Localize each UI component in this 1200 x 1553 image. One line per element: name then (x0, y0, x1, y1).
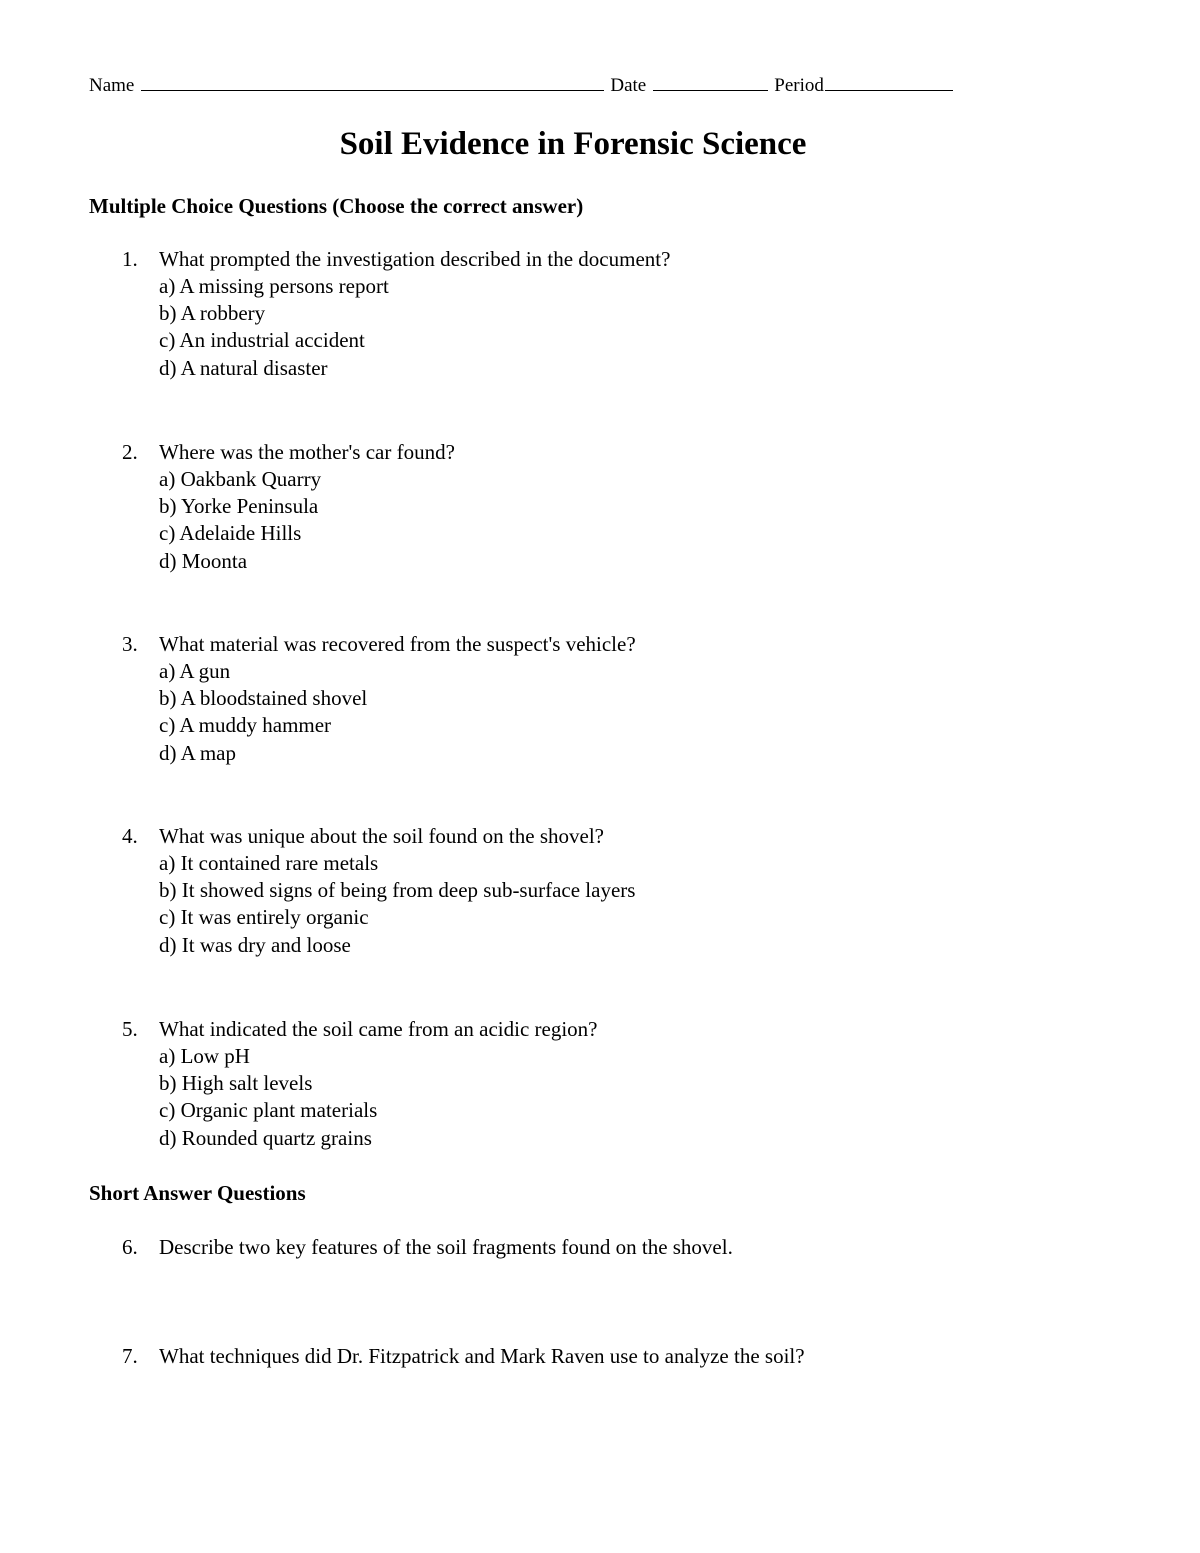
option-d[interactable]: d) Rounded quartz grains (159, 1125, 372, 1150)
question-number: 7. (122, 1344, 138, 1368)
answer-options (159, 273, 670, 382)
option-c[interactable]: c) Organic plant materials (159, 1098, 378, 1123)
question-1 (122, 246, 670, 382)
name-blank-line[interactable] (141, 72, 604, 91)
option-c[interactable]: c) It was entirely organic (159, 905, 369, 930)
answer-options (159, 658, 636, 767)
question-4 (122, 823, 635, 959)
option-c[interactable]: c) An industrial accident (159, 328, 365, 353)
date-label: Date (610, 75, 647, 96)
question-number: 1. (122, 247, 138, 271)
name-label: Name (89, 75, 135, 96)
question-number: 3. (122, 632, 138, 656)
period-blank-line[interactable] (825, 72, 953, 91)
question-3 (122, 631, 636, 767)
answer-options (159, 466, 455, 575)
option-b[interactable]: b) Yorke Peninsula (159, 494, 319, 519)
period-label: Period (774, 75, 824, 96)
answer-options (159, 850, 635, 959)
answer-options (159, 1043, 597, 1152)
question-number: 2. (122, 440, 138, 464)
option-d[interactable]: d) It was dry and loose (159, 932, 351, 957)
question-number: 4. (122, 824, 138, 848)
option-c[interactable]: c) A muddy hammer (159, 713, 332, 738)
multiple-choice-heading: Multiple Choice Questions (Choose the correct answer) (89, 194, 584, 218)
question-number: 6. (122, 1235, 138, 1259)
option-b[interactable]: b) High salt levels (159, 1071, 313, 1096)
option-a[interactable]: a) Low pH (159, 1044, 250, 1068)
option-b[interactable]: b) A robbery (159, 301, 266, 326)
date-blank-line[interactable] (653, 72, 768, 91)
option-c[interactable]: c) Adelaide Hills (159, 521, 302, 546)
option-a[interactable]: a) It contained rare metals (159, 851, 379, 875)
question-text: What indicated the soil came from an acidic region? (159, 1017, 598, 1041)
option-a[interactable]: a) A gun (159, 659, 231, 683)
question-text: What prompted the investigation described in the document? (159, 247, 671, 271)
short-answer-heading: Short Answer Questions (89, 1181, 306, 1205)
question-text: Where was the mother's car found? (159, 440, 455, 464)
option-d[interactable]: d) A map (159, 740, 236, 765)
student-info-line (89, 72, 953, 98)
question-2 (122, 439, 455, 575)
option-a[interactable]: a) Oakbank Quarry (159, 467, 322, 491)
option-a[interactable]: a) A missing persons report (159, 274, 389, 298)
page-title: Soil Evidence in Forensic Science (339, 126, 807, 162)
option-b[interactable]: b) It showed signs of being from deep sub-surface layers (159, 878, 636, 903)
option-b[interactable]: b) A bloodstained shovel (159, 686, 368, 711)
question-text: What techniques did Dr. Fitzpatrick and Mark Raven use to analyze the soil? (159, 1344, 805, 1368)
question-7 (122, 1343, 805, 1370)
question-text: What material was recovered from the suspect's vehicle? (159, 632, 636, 656)
question-5 (122, 1016, 597, 1152)
question-number: 5. (122, 1017, 138, 1041)
question-text: Describe two key features of the soil fragments found on the shovel. (159, 1235, 733, 1259)
question-6 (122, 1234, 733, 1261)
question-text: What was unique about the soil found on the shovel? (159, 824, 604, 848)
option-d[interactable]: d) A natural disaster (159, 355, 328, 380)
option-d[interactable]: d) Moonta (159, 548, 248, 573)
